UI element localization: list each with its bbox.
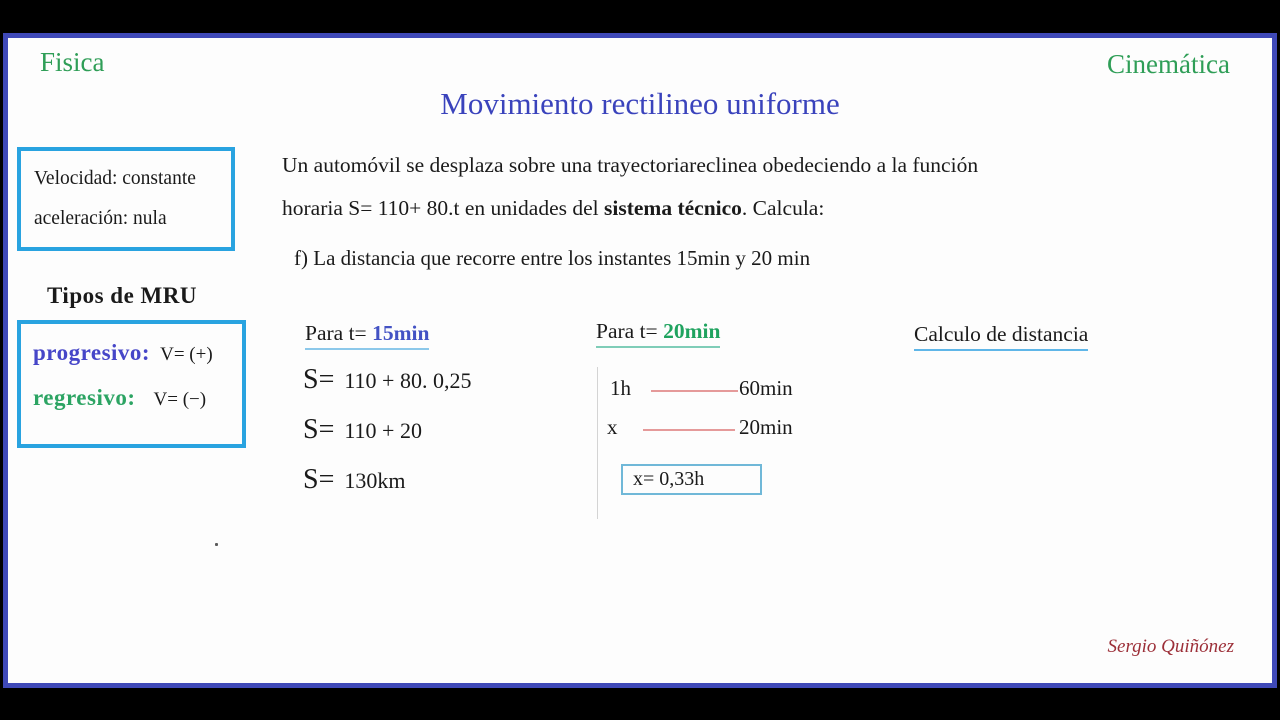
progressive-label: progresivo: <box>33 340 151 365</box>
ratio-row1-left: 1h <box>610 376 631 400</box>
stray-pen-dot <box>215 543 218 546</box>
regressive-row <box>33 377 230 422</box>
author-signature: Sergio Quiñónez <box>1107 636 1234 657</box>
ratio-row2-line <box>643 429 735 431</box>
problem-line2-bold: sistema técnico <box>604 196 742 220</box>
subject-label: Fisica <box>40 47 105 77</box>
regressive-label: regresivo: <box>33 385 136 410</box>
mru-types-heading: Tipos de MRU <box>47 283 197 308</box>
column-header-distance: Calculo de distancia <box>914 322 1088 351</box>
column-header-t20 <box>596 319 720 348</box>
equation-3-lhs: S= <box>303 464 335 495</box>
problem-line2-suffix: . Calcula: <box>741 196 825 220</box>
ratio-row2-right: 20min <box>739 415 793 439</box>
progressive-value: V= (+) <box>160 344 213 365</box>
equation-2-rhs: 110 + 20 <box>344 418 422 443</box>
velocity-line: Velocidad: constante <box>34 168 196 189</box>
problem-text-line1: Un automóvil se desplaza sobre una trayectoriareclinea obedeciendo a la función <box>282 153 979 177</box>
equation-1-rhs: 110 + 80. 0,25 <box>344 368 472 393</box>
t15-header-value: 15min <box>372 321 430 345</box>
acceleration-line: aceleración: nula <box>34 208 167 229</box>
t15-header-prefix: Para t= <box>305 321 373 345</box>
column-divider-line <box>597 367 598 519</box>
ratio-row2-left: x <box>607 415 618 439</box>
equation-1-lhs: S= <box>303 364 335 395</box>
ratio-row1-line <box>651 390 738 392</box>
conversion-result-box: x= 0,33h <box>621 464 762 495</box>
equation-3-rhs: 130km <box>344 468 406 493</box>
page-title: Movimiento rectilineo uniforme <box>440 86 840 121</box>
problem-line2-prefix: horaria S= 110+ 80.t en unidades del <box>282 196 604 220</box>
topic-label: Cinemática <box>1107 49 1230 79</box>
equation-step-2 <box>303 414 422 446</box>
problem-text-line2 <box>282 196 824 221</box>
equation-step-1 <box>303 364 471 396</box>
progressive-row <box>33 332 230 377</box>
equation-2-lhs: S= <box>303 414 335 445</box>
t20-header-prefix: Para t= <box>596 319 664 343</box>
regressive-value: V= (−) <box>153 389 207 410</box>
velocity-note-box <box>17 147 235 251</box>
question-item-f: f) La distancia que recorre entre los instantes 15min y 20 min <box>294 246 811 270</box>
column-header-t15 <box>305 321 429 350</box>
ratio-row1-right: 60min <box>739 376 793 400</box>
mru-types-box <box>17 320 246 448</box>
t20-header-value: 20min <box>663 319 721 343</box>
equation-step-3 <box>303 464 406 496</box>
